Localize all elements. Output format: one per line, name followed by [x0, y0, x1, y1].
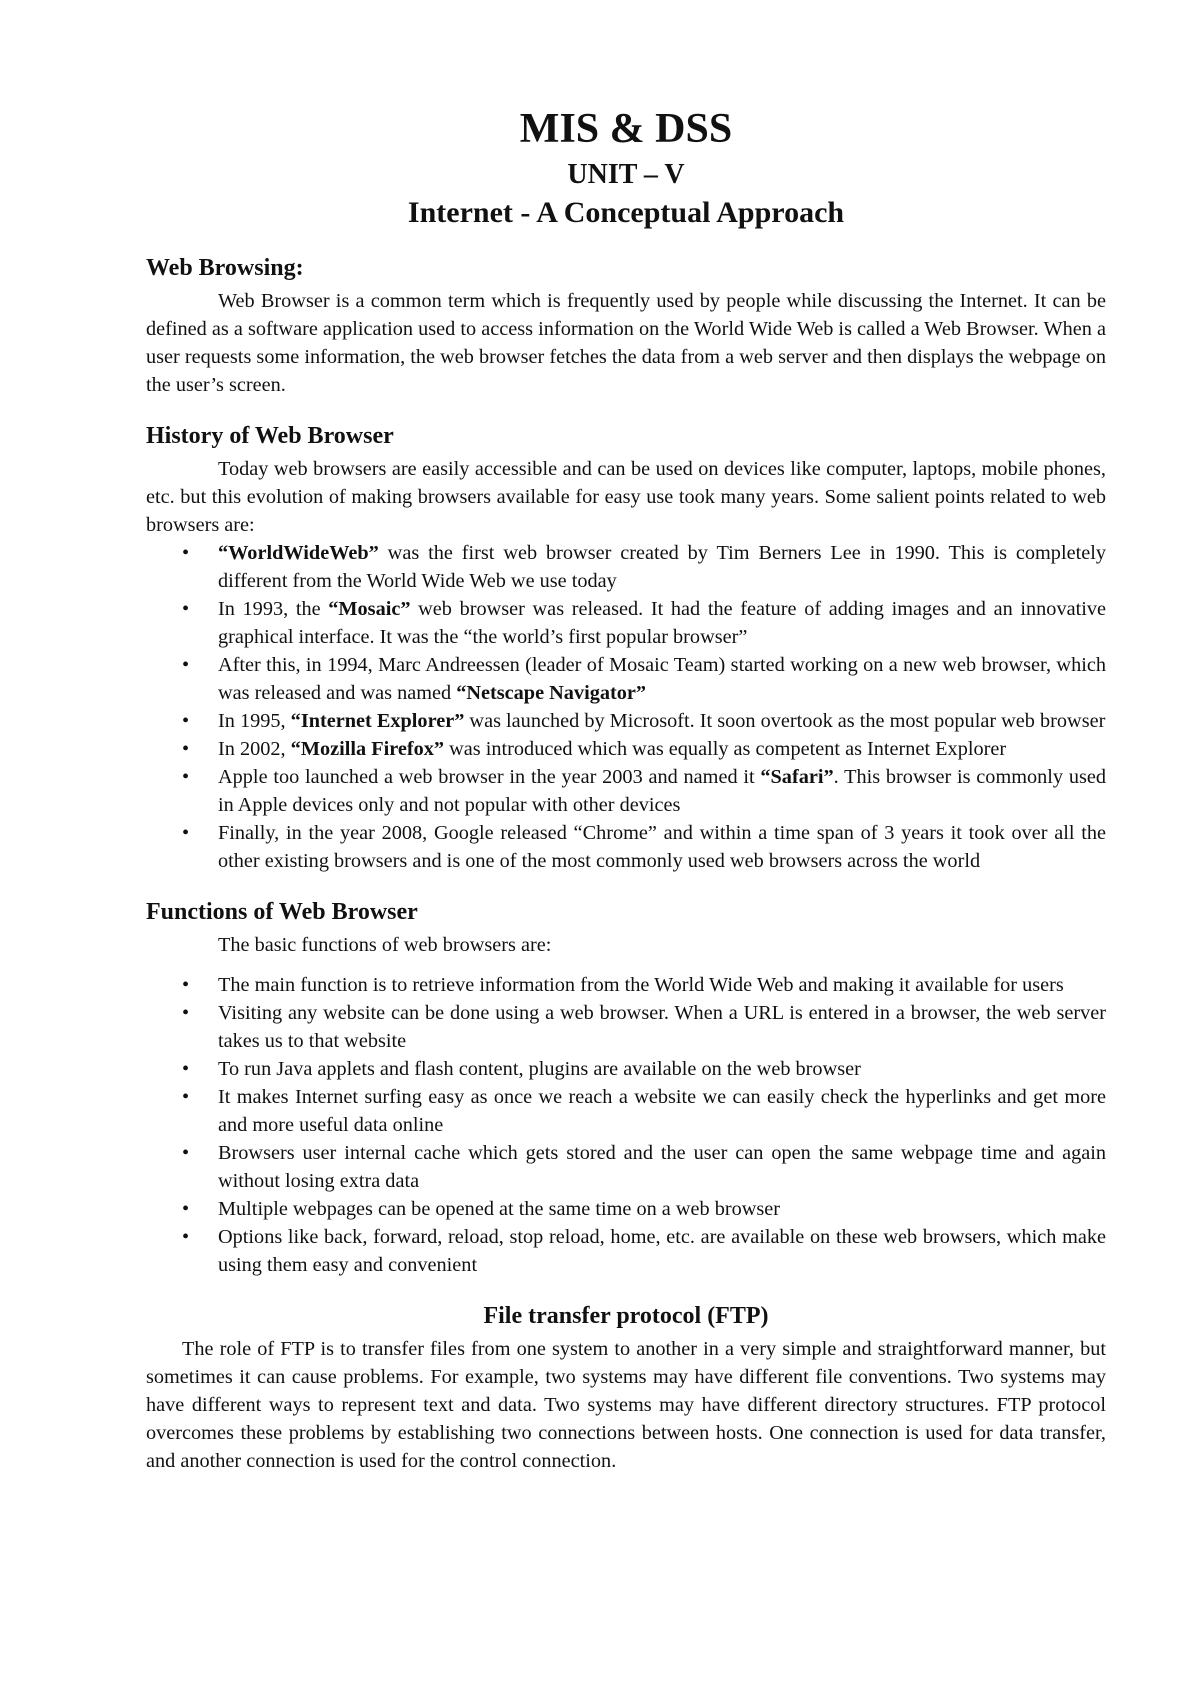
item-text: was the first web browser created by Tim Berners Lee in 1990. This is completely different from the World Wide Web we use today: [218, 542, 1106, 593]
item-text: In 1995,: [218, 710, 291, 733]
browser-name: “Mosaic”: [328, 598, 411, 621]
list-item: • Browsers user internal cache which gets stored and the user can open the same webpage time and again without losing extra data: [218, 1139, 1106, 1195]
list-item: [218, 735, 1106, 763]
browser-name: “Mozilla Firefox”: [290, 738, 445, 761]
section-web-browsing: [146, 253, 1106, 399]
heading-web-browsing: Web Browsing:: [146, 255, 304, 282]
document-subtitle: Internet - A Conceptual Approach: [407, 195, 845, 229]
browser-name: “Safari”: [760, 766, 834, 789]
item-text: After this, in 1994, Marc Andreessen (leader of Mosaic Team) started working on a new web browser, which was released and was named: [218, 654, 1106, 705]
document-title: MIS & DSS: [519, 106, 733, 152]
list-item: • Multiple webpages can be opened at the same time on a web browser: [218, 1195, 1106, 1223]
functions-intro: The basic functions of web browsers are:: [218, 934, 552, 957]
section-history: [146, 421, 1106, 875]
item-text: In 2002,: [218, 738, 291, 761]
heading-functions: Functions of Web Browser: [146, 899, 418, 926]
list-item: [218, 707, 1106, 735]
browser-name: “WorldWideWeb”: [218, 542, 379, 565]
functions-list: [146, 971, 1106, 1279]
web-browsing-paragraph: Web Browser is a common term which is frequently used by people while discussing the Internet. It can be defined as a software application used to access information on the World Wide Web is called a Web Browser. When a user requests some information, the web browser fetches the data from a web server and then displays the webpage on the user’s screen.: [146, 290, 1106, 397]
list-item: • To run Java applets and flash content, plugins are available on the web browser: [218, 1055, 1106, 1083]
list-item: • The main function is to retrieve information from the World Wide Web and making it available for users: [218, 971, 1106, 999]
list-item: [218, 539, 1106, 595]
section-functions: [146, 897, 1106, 1279]
list-item: [218, 763, 1106, 819]
heading-ftp: File transfer protocol (FTP): [483, 1303, 769, 1330]
ftp-paragraph: The role of FTP is to transfer files from one system to another in a very simple and straightforward manner, but sometimes it can cause problems. For example, two systems may have different file conventions. Two systems may have different ways to represent text and data. Two systems may have different directory structures. FTP protocol overcomes these problems by establishing two connections between hosts. One connection is used for data transfer, and another connection is used for the control connection.: [146, 1338, 1106, 1473]
history-list: [146, 539, 1106, 875]
history-intro: Today web browsers are easily accessible and can be used on devices like computer, laptops, mobile phones, etc. but this evolution of making browsers available for easy use took many years. Some salient points related to web browsers are:: [146, 458, 1106, 537]
section-ftp: [146, 1301, 1106, 1475]
unit-label: UNIT – V: [567, 159, 685, 191]
item-text: was introduced which was equally as competent as Internet Explorer: [444, 738, 1007, 761]
heading-history: History of Web Browser: [146, 423, 394, 450]
item-text: was launched by Microsoft. It soon overtook as the most popular web browser: [464, 710, 1106, 733]
list-item: [218, 819, 1106, 875]
list-item: • It makes Internet surfing easy as once we reach a website we can easily check the hyperlinks and get more and more useful data online: [218, 1083, 1106, 1139]
item-text: . This browser is commonly used in Apple devices only and not popular with other devices: [218, 766, 1106, 817]
list-item: [218, 595, 1106, 651]
list-item: [218, 651, 1106, 707]
item-text: Apple too launched a web browser in the year 2003 and named it: [218, 766, 761, 789]
list-item: • Visiting any website can be done using a web browser. When a URL is entered in a browser, the web server takes us to that website: [218, 999, 1106, 1055]
document-page: [146, 96, 1106, 1497]
item-text: web browser was released. It had the feature of adding images and an innovative graphical interface. It was the “the world’s first popular browser”: [218, 598, 1106, 649]
list-item: • Options like back, forward, reload, stop reload, home, etc. are available on these web browsers, which make using them easy and convenient: [218, 1223, 1106, 1279]
item-text: Finally, in the year 2008, Google released “Chrome” and within a time span of 3 years it took over all the other existing browsers and is one of the most commonly used web browsers across the world: [218, 822, 1106, 873]
browser-name: “Internet Explorer”: [290, 710, 465, 733]
item-text: In 1993, the: [218, 598, 329, 621]
browser-name: “Netscape Navigator”: [456, 682, 647, 705]
